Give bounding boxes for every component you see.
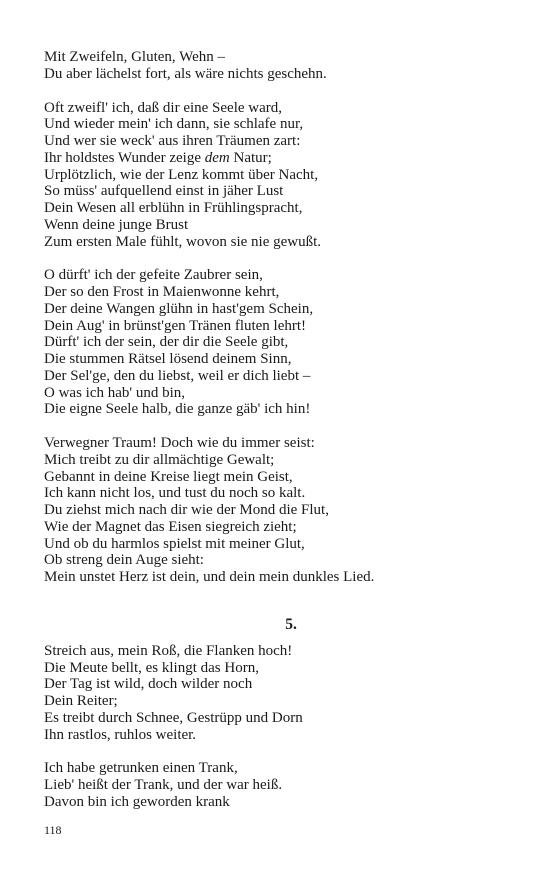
poem-line: Der Sel'ge, den du liebst, weil er dich liebt – (44, 367, 311, 384)
poem-line: Mein unstet Herz ist dein, und dein mein dunkles Lied. (44, 569, 375, 585)
poem-line: Verwegner Traum! Doch wie du immer seist: (44, 435, 315, 451)
line-text: Natur; (229, 149, 272, 166)
emphasized-word: dem (204, 149, 230, 166)
poem-line: Die Meute bellt, es klingt das Horn, (44, 659, 259, 676)
poem-line: Dein Wesen all erblühn in Frühlingspracht, (44, 200, 303, 216)
poem-line: Dürft' ich der sein, der dir die Seele gibt, (44, 334, 289, 351)
poem-line: Zum ersten Male fühlt, wovon sie nie gewußt. (44, 233, 322, 250)
stanza (44, 643, 514, 744)
poem-section-after (44, 643, 514, 811)
poem-line: So müss' aufquellend einst in jäher Lust (44, 183, 284, 200)
stanza (44, 760, 514, 810)
poem-line: Mich treibt zu dir allmächtige Gewalt; (44, 451, 275, 468)
line-text: Ihr holdstes Wunder zeige (44, 149, 205, 166)
poem-line: Du ziehst mich nach dir wie der Mond die Flut, (44, 502, 329, 518)
section-title: 5. (285, 615, 297, 633)
poem-line: Ich kann nicht los, und tust du noch so kalt. (44, 485, 306, 502)
poem-line: Die eigne Seele halb, die ganze gäb' ich hin! (44, 401, 311, 418)
poem-line: Gebannt in deine Kreise liegt mein Geist, (44, 468, 293, 485)
poem-line: Die stummen Rätsel lösend deinem Sinn, (44, 351, 292, 367)
poem-line: Es treibt durch Schnee, Gestrüpp und Dorn (44, 709, 303, 726)
poem-line: Du aber lächelst fort, als wäre nichts geschehn. (44, 65, 327, 82)
poem-section-before (44, 49, 514, 586)
poem-line: O was ich hab' und bin, (44, 384, 186, 401)
poem-line: Urplötzlich, wie der Lenz kommt über Nacht, (44, 166, 319, 183)
poem-line: Mit Zweifeln, Gluten, Wehn – (44, 49, 225, 65)
stanza (44, 435, 514, 586)
poem-line: Lieb' heißt der Trank, und der war heiß. (44, 777, 283, 793)
poem-line: Der deine Wangen glühn in hast'gem Schein, (44, 300, 314, 317)
stanza (44, 100, 514, 251)
poem-line: Und wieder mein' ich dann, sie schlafe nur, (44, 116, 304, 133)
poem-line: Davon bin ich geworden krank (44, 793, 230, 810)
poem-line (44, 150, 514, 167)
poem-line: Und ob du harmlos spielst mit meiner Glut, (44, 535, 305, 552)
poem-line: Wenn deine junge Brust (44, 216, 189, 233)
poem-line: Ihn rastlos, ruhlos weiter. (44, 726, 197, 743)
poem-line: Ob streng dein Auge sieht: (44, 552, 204, 569)
stanza (44, 49, 514, 83)
poem-line: Oft zweifl' ich, daß dir eine Seele ward, (44, 99, 283, 116)
poem-line: O dürft' ich der gefeite Zaubrer sein, (44, 267, 263, 284)
poem-line: Dein Aug' in brünst'gen Tränen fluten lehrt! (44, 317, 307, 334)
stanza (44, 267, 514, 418)
poem-line: Der so den Frost in Maienwonne kehrt, (44, 284, 280, 300)
poem-line: Wie der Magnet das Eisen siegreich zieht; (44, 518, 297, 535)
poem-page (44, 49, 514, 828)
poem-line: Und wer sie weck' aus ihren Träumen zart: (44, 133, 301, 149)
poem-line: Dein Reiter; (44, 693, 118, 709)
page-number: 118 (44, 823, 62, 837)
poem-line: Streich aus, mein Roß, die Flanken hoch! (44, 642, 293, 659)
poem-line: Der Tag ist wild, doch wilder noch (44, 676, 253, 693)
poem-line: Ich habe getrunken einen Trank, (44, 760, 238, 777)
